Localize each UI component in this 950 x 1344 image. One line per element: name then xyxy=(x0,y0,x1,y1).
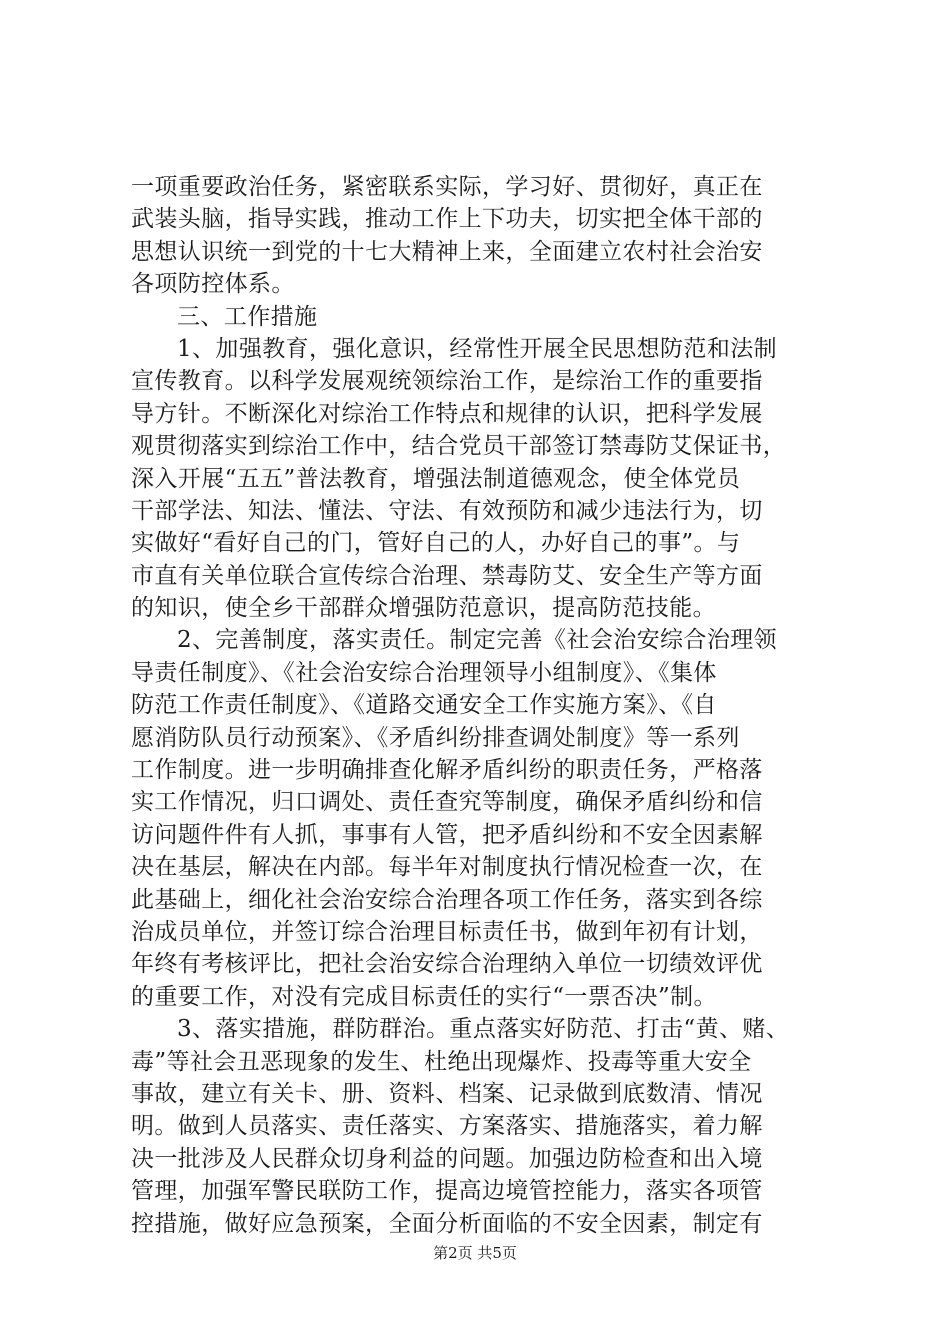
text-line: 防范工作责任制度》、《道路交通安全工作实施方案》、《自 xyxy=(131,692,717,719)
text-line: 工作制度。进一步明确排查化解矛盾纠纷的职责任务，严格落 xyxy=(131,757,763,784)
text-line: 武装头脑，指导实践，推动工作上下功夫，切实把全体干部的 xyxy=(131,206,763,233)
text-line: 各项防控体系。 xyxy=(131,271,295,298)
document-body xyxy=(131,171,823,1240)
text-line: 此基础上，细化社会治安综合治理各项工作任务，落实到各综 xyxy=(131,886,763,913)
text-line: 事故，建立有关卡、册、资料、档案、记录做到底数清、情况 xyxy=(131,1080,763,1107)
text-line: 深入开展“五五”普法教育，增强法制道德观念，使全体党员 xyxy=(131,465,741,492)
text-line: 实做好“看好自己的门，管好自己的人，办好自己的事”。与 xyxy=(131,530,741,557)
text-line: 1、加强教育，强化意识，经常性开展全民思想防范和法制 xyxy=(177,335,778,362)
text-line: 的重要工作，对没有完成目标责任的实行“一票否决”制。 xyxy=(131,983,717,1010)
text-line: 年终有考核评比，把社会治安综合治理纳入单位一切绩效评优 xyxy=(131,951,763,978)
text-line: 决一批涉及人民群众切身利益的问题。加强边防检查和出入境 xyxy=(131,1145,763,1172)
text-line: 控措施，做好应急预案，全面分析面临的不安全因素，制定有 xyxy=(131,1210,763,1237)
text-line: 管理，加强军警民联防工作，提高边境管控能力，落实各项管 xyxy=(131,1178,763,1205)
text-line: 导责任制度》、《社会治安综合治理领导小组制度》、《集体 xyxy=(131,659,717,686)
text-line: 的知识，使全乡干部群众增强防范意识，提高防范技能。 xyxy=(131,595,716,622)
text-line: 2、完善制度，落实责任。制定完善《社会治安综合治理领 xyxy=(177,627,778,654)
page-footer: 第2页 共5页 xyxy=(433,1244,517,1262)
text-line: 思想认识统一到党的十七大精神上来，全面建立农村社会治安 xyxy=(131,238,763,265)
text-line: 三、工作措施 xyxy=(177,303,318,330)
text-line: 3、落实措施，群防群治。重点落实好防范、打击“黄、赌、 xyxy=(177,1016,790,1043)
text-line: 市直有关单位联合宣传综合治理、禁毒防艾、安全生产等方面 xyxy=(131,562,763,589)
text-line: 明。做到人员落实、责任落实、方案落实、措施落实，着力解 xyxy=(131,1113,763,1140)
text-line: 访问题件件有人抓，事事有人管，把矛盾纠纷和不安全因素解 xyxy=(131,821,763,848)
text-line: 干部学法、知法、懂法、守法、有效预防和减少违法行为，切 xyxy=(131,497,763,524)
text-line: 决在基层，解决在内部。每半年对制度执行情况检查一次，在 xyxy=(131,854,763,881)
text-line: 愿消防队员行动预案》、《矛盾纠纷排查调处制度》等一系列 xyxy=(131,724,740,751)
text-line: 观贯彻落实到综治工作中，结合党员干部签订禁毒防艾保证书， xyxy=(131,433,787,460)
text-line: 实工作情况，归口调处、责任查究等制度，确保矛盾纠纷和信 xyxy=(131,789,763,816)
text-line: 毒”等社会丑恶现象的发生、杜绝出现爆炸、投毒等重大安全 xyxy=(131,1048,752,1075)
text-line: 宣传教育。以科学发展观统领综治工作，是综治工作的重要指 xyxy=(131,368,763,395)
text-line: 导方针。不断深化对综治工作特点和规律的认识，把科学发展 xyxy=(131,400,763,427)
text-line: 一项重要政治任务，紧密联系实际，学习好、贯彻好，真正在 xyxy=(131,174,763,200)
text-line: 治成员单位，并签订综合治理目标责任书，做到年初有计划， xyxy=(131,918,763,945)
